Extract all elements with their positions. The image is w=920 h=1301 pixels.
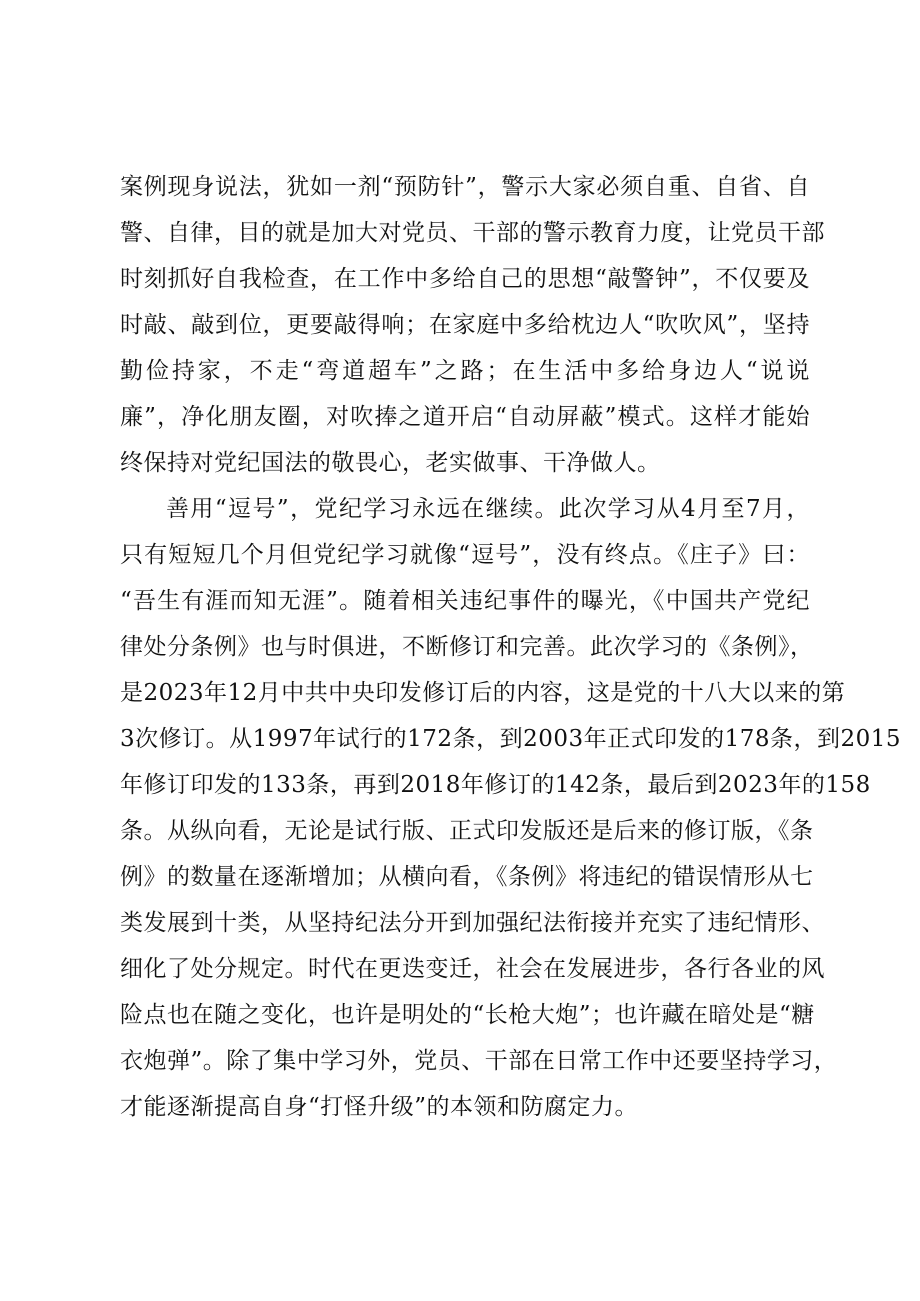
paragraph-1-line-1: 案例现身说法，犹如一剂“预防针”，警示大家必须自重、自省、自: [120, 174, 810, 200]
paragraph-2-line-3: “吾生有涯而知无涯”。随着相关违纪事件的曝光，《中国共产党纪: [120, 588, 810, 614]
paragraph-2-line-8: 条。从纵向看，无论是试行版、正式印发版还是后来的修订版，《条: [120, 818, 814, 844]
paragraph-1-line-3: 时刻抓好自我检查，在工作中多给自己的思想“敲警钟”，不仅要及: [120, 266, 810, 292]
paragraph-2-line-10: 类发展到十类，从坚持纪法分开到加强纪法衔接并充实了违纪情形、: [120, 910, 825, 936]
paragraph-1-line-5: 勤俭持家，不走“弯道超车”之路；在生活中多给身边人“说说: [120, 358, 810, 384]
paragraph-2-line-11: 细化了处分规定。时代在更迭变迁，社会在发展进步，各行各业的风: [120, 956, 825, 982]
paragraph-1-line-7: 终保持对党纪国法的敬畏心，老实做事、干净做人。: [120, 450, 661, 476]
paragraph-2-line-4: 律处分条例》也与时俱进，不断修订和完善。此次学习的《条例》，: [120, 634, 814, 660]
paragraph-2: [120, 486, 902, 1130]
paragraph-2-line-13: 衣炮弹”。除了集中学习外，党员、干部在日常工作中还要坚持学习，: [120, 1048, 838, 1074]
paragraph-2-line-6: 3次修订。从1997年试行的172条，到2003年正式印发的178条，到2015: [120, 726, 902, 752]
paragraph-1-line-6: 廉”，净化朋友圈，对吹捧之道开启“自动屏蔽”模式。这样才能始: [120, 404, 810, 430]
paragraph-2-line-1: 善用“逗号”，党纪学习永远在继续。此次学习从4月至7月，: [166, 496, 810, 522]
paragraph-2-line-14: 才能逐渐提高自身“打怪升级”的本领和防腐定力。: [120, 1094, 639, 1120]
paragraph-2-line-12: 险点也在随之变化，也许是明处的“长枪大炮”；也许藏在暗处是“糖: [120, 1002, 815, 1028]
paragraph-2-line-9: 例》的数量在逐渐增加；从横向看，《条例》将违纪的错误情形从七: [120, 864, 814, 890]
paragraph-1-line-2: 警、自律，目的就是加大对党员、干部的警示教育力度，让党员干部: [120, 220, 825, 246]
paragraph-2-line-5: 是2023年12月中共中央印发修订后的内容，这是党的十八大以来的第: [120, 680, 846, 706]
paragraph-1: [120, 164, 825, 486]
paragraph-1-line-4: 时敲、敲到位，更要敲得响；在家庭中多给枕边人“吹吹风”，坚持: [120, 312, 810, 338]
paragraph-2-line-7: 年修订印发的133条，再到2018年修订的142条，最后到2023年的158: [120, 772, 871, 798]
paragraph-2-line-2: 只有短短几个月但党纪学习就像“逗号”，没有终点。《庄子》曰：: [120, 542, 810, 568]
